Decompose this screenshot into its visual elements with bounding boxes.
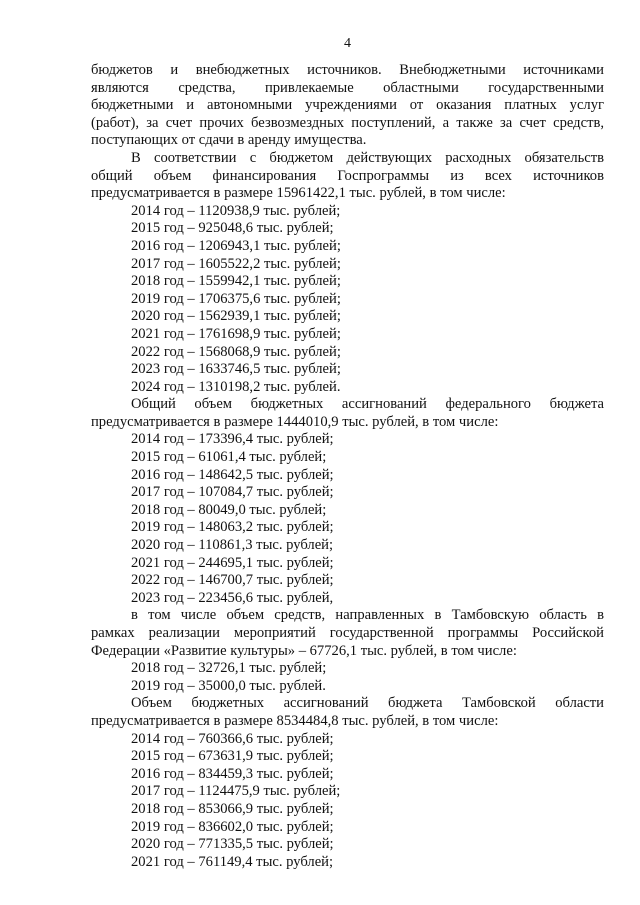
list-item: 2019 год – 35000,0 тыс. рублей. — [131, 677, 326, 694]
paragraph-total-funding — [91, 150, 604, 203]
paragraph-line: рамках реализации мероприятий государственной программы Российской — [91, 625, 604, 641]
paragraph-intro — [91, 62, 604, 150]
list-item: 2017 год – 107084,7 тыс. рублей; — [131, 484, 334, 501]
list-item: 2016 год – 148642,5 тыс. рублей; — [131, 466, 334, 483]
paragraph-line: в том числе объем средств, направленных в Тамбовскую область в — [131, 607, 604, 624]
list-item: 2020 год – 1562939,1 тыс. рублей; — [131, 308, 341, 325]
list-item: 2020 год – 771335,5 тыс. рублей; — [131, 836, 334, 853]
list-item: 2017 год – 1605522,2 тыс. рублей; — [131, 255, 341, 272]
paragraph-line: предусматривается в размере 1444010,9 тыс. рублей, в том числе: — [91, 413, 499, 430]
paragraph-line: предусматривается в размере 15961422,1 тыс. рублей, в том числе: — [91, 185, 506, 202]
paragraph-line: Объем бюджетных ассигнований бюджета Тамбовской области — [131, 695, 604, 712]
list-item: 2022 год – 146700,7 тыс. рублей; — [131, 572, 334, 589]
paragraph-line: бюджетов и внебюджетных источников. Внебюджетными источниками — [91, 62, 604, 78]
list-item: 2021 год – 761149,4 тыс. рублей; — [131, 853, 334, 870]
list-item: 2024 год – 1310198,2 тыс. рублей. — [131, 378, 341, 395]
list-item: 2020 год – 110861,3 тыс. рублей; — [131, 537, 334, 554]
list-item: 2014 год – 1120938,9 тыс. рублей; — [131, 202, 341, 219]
list-item: 2021 год – 1761698,9 тыс. рублей; — [131, 325, 341, 342]
list-item: 2023 год – 223456,6 тыс. рублей, — [131, 589, 334, 606]
paragraph-line: поступающих от сдачи в аренду имущества. — [91, 132, 367, 149]
paragraph-line: бюджетными и автономными учреждениями от оказания платных услуг — [91, 97, 604, 114]
list-item: 2014 год – 173396,4 тыс. рублей; — [131, 431, 334, 448]
list-item: 2019 год – 148063,2 тыс. рублей; — [131, 519, 334, 536]
paragraph-line: предусматривается в размере 8534484,8 тыс. рублей, в том числе: — [91, 712, 499, 729]
list-item: 2018 год – 32726,1 тыс. рублей; — [131, 660, 327, 677]
paragraph-line: Федерации «Развитие культуры» – 67726,1 тыс. рублей, в том числе: — [91, 642, 517, 659]
list-item: 2023 год – 1633746,5 тыс. рублей; — [131, 361, 341, 378]
paragraph-federal-budget — [91, 396, 604, 431]
federal-by-year-list — [91, 431, 604, 607]
total-by-year-list — [91, 203, 604, 397]
list-item: 2018 год – 853066,9 тыс. рублей; — [131, 800, 334, 817]
list-item: 2014 год – 760366,6 тыс. рублей; — [131, 730, 334, 747]
paragraph-line: являются средства, привлекаемые областными государственными — [91, 79, 604, 96]
list-item: 2016 год – 834459,3 тыс. рублей; — [131, 765, 334, 782]
paragraph-regional-budget — [91, 695, 604, 730]
list-item: 2021 год – 244695,1 тыс. рублей; — [131, 554, 334, 571]
list-item: 2018 год – 1559942,1 тыс. рублей; — [131, 273, 341, 290]
paragraph-line: В соответствии с бюджетом действующих расходных обязательств — [131, 149, 604, 166]
list-item: 2022 год – 1568068,9 тыс. рублей; — [131, 343, 341, 360]
paragraph-culture-program — [91, 607, 604, 660]
list-item: 2015 год – 925048,6 тыс. рублей; — [131, 220, 334, 237]
list-item: 2017 год – 1124475,9 тыс. рублей; — [131, 783, 341, 800]
paragraph-line: общий объем финансирования Госпрограммы из всех источников — [91, 167, 604, 184]
culture-by-year-list — [91, 660, 604, 695]
list-item: 2019 год – 836602,0 тыс. рублей; — [131, 818, 334, 835]
list-item: 2015 год – 673631,9 тыс. рублей; — [131, 748, 334, 765]
list-item: 2019 год – 1706375,6 тыс. рублей; — [131, 290, 341, 307]
page-number: 4 — [344, 36, 351, 51]
paragraph-line: Общий объем бюджетных ассигнований федерального бюджета — [131, 396, 604, 413]
list-item: 2016 год – 1206943,1 тыс. рублей; — [131, 237, 341, 254]
list-item: 2018 год – 80049,0 тыс. рублей; — [131, 501, 327, 518]
list-item: 2015 год – 61061,4 тыс. рублей; — [131, 449, 327, 466]
paragraph-line: (работ), за счет прочих безвозмездных поступлений, а также за счет средств, — [91, 114, 604, 131]
regional-by-year-list — [91, 731, 604, 872]
